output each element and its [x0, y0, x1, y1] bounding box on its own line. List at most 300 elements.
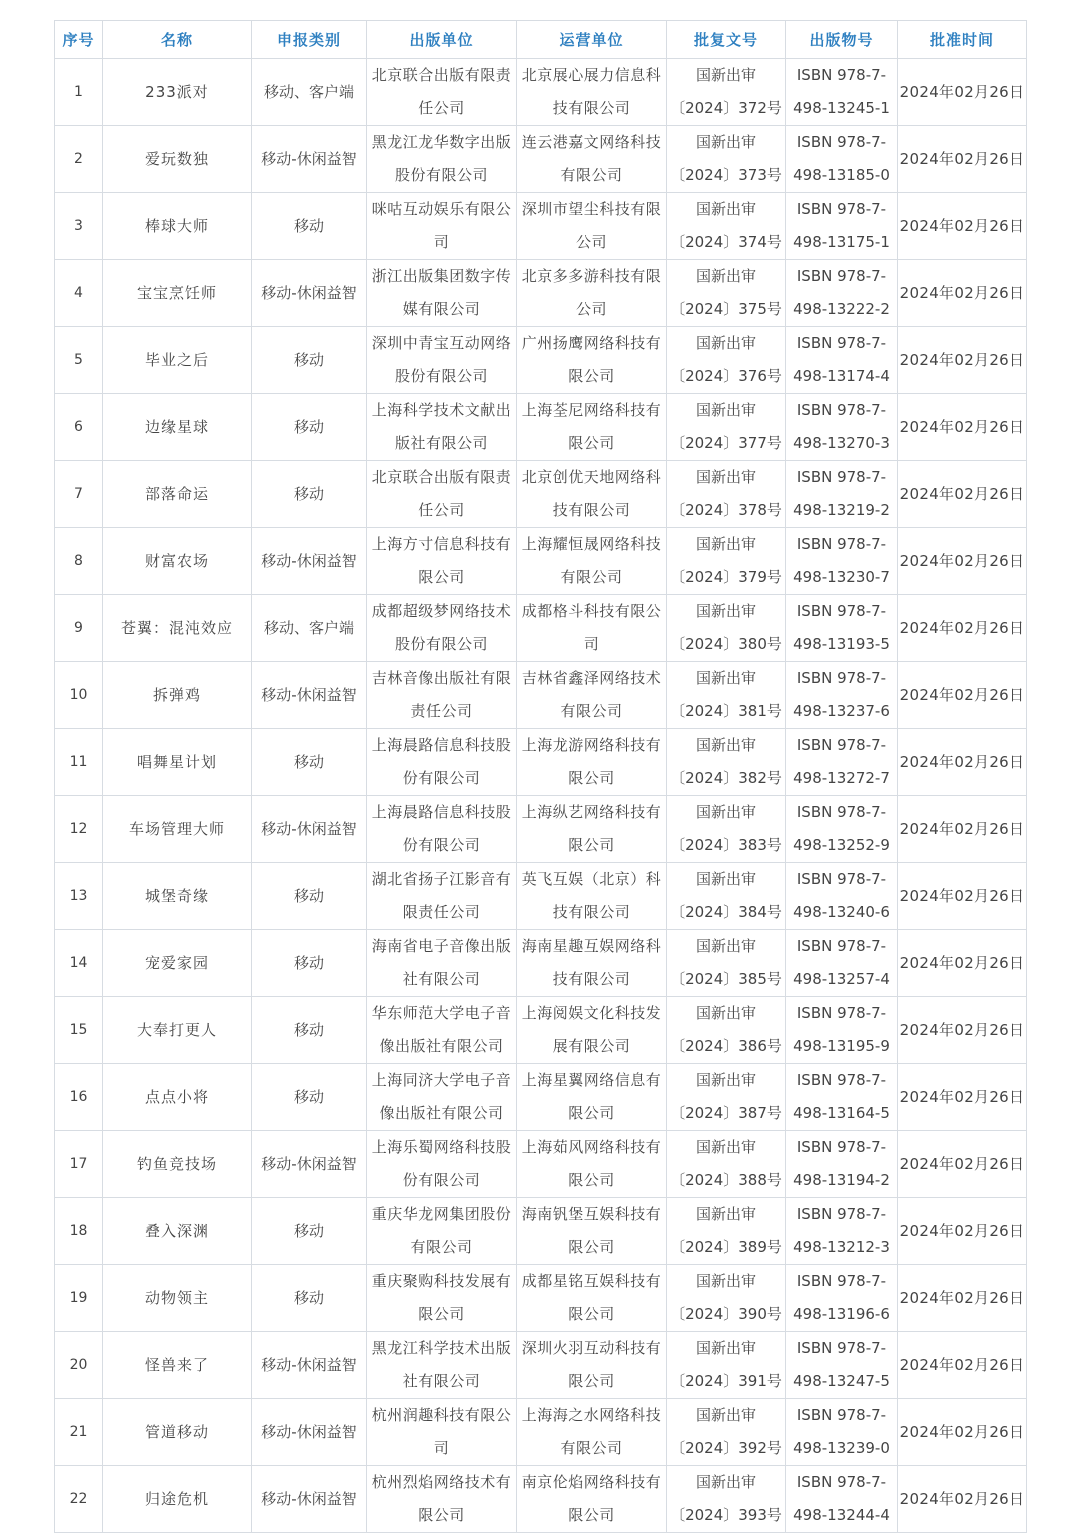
cell-approval-number-line: 国新出审 [695, 133, 756, 151]
cell-date: 2024年02月26日 [898, 863, 1027, 930]
cell-operator-line: 北京创优天地网络科 [521, 468, 662, 486]
cell-name: 叠入深渊 [103, 1198, 252, 1265]
cell-index: 18 [55, 1198, 103, 1265]
cell-name: 233派对 [103, 59, 252, 126]
table-row [55, 930, 1027, 997]
cell-publisher-line: 股份有限公司 [394, 635, 488, 653]
cell-category: 移动 [252, 930, 367, 997]
cell-operator-line: 北京多多游科技有限 [521, 267, 662, 285]
cell-name: 大奉打更人 [103, 997, 252, 1064]
cell-approval-number-line: 国新出审 [695, 1272, 756, 1290]
cell-category: 移动-休闲益智 [252, 796, 367, 863]
cell-isbn-line: ISBN 978-7- [796, 1138, 887, 1156]
cell-index: 11 [55, 729, 103, 796]
cell-date: 2024年02月26日 [898, 930, 1027, 997]
cell-operator-line: 有限公司 [560, 702, 623, 720]
cell-publisher [367, 394, 517, 461]
cell-isbn-line: ISBN 978-7- [796, 937, 887, 955]
cell-operator-line: 英飞互娱（北京）科 [521, 870, 662, 888]
cell-index: 7 [55, 461, 103, 528]
cell-approval-number [667, 1131, 786, 1198]
cell-name: 管道移动 [103, 1399, 252, 1466]
cell-publisher-line: 社有限公司 [402, 970, 481, 988]
cell-date: 2024年02月26日 [898, 59, 1027, 126]
header-approval-date: 批准时间 [898, 21, 1027, 59]
cell-isbn-line: ISBN 978-7- [796, 1272, 887, 1290]
cell-index: 21 [55, 1399, 103, 1466]
cell-approval-number [667, 1399, 786, 1466]
cell-approval-number [667, 394, 786, 461]
cell-isbn-line: 498-13194-2 [793, 1171, 890, 1189]
cell-isbn [786, 796, 898, 863]
cell-approval-number [667, 863, 786, 930]
cell-category: 移动 [252, 327, 367, 394]
cell-approval-number-line: 〔2024〕379号 [670, 568, 782, 586]
cell-publisher-line: 上海乐蜀网络科技股 [371, 1138, 512, 1156]
cell-index: 22 [55, 1466, 103, 1533]
cell-publisher [367, 796, 517, 863]
cell-operator [517, 260, 667, 327]
table-row [55, 1466, 1027, 1533]
cell-date: 2024年02月26日 [898, 1265, 1027, 1332]
cell-name: 财富农场 [103, 528, 252, 595]
table-row [55, 394, 1027, 461]
cell-operator-line: 限公司 [568, 769, 615, 787]
cell-name: 宠爱家园 [103, 930, 252, 997]
cell-operator [517, 662, 667, 729]
cell-operator-line: 技有限公司 [552, 501, 631, 519]
cell-date: 2024年02月26日 [898, 1198, 1027, 1265]
cell-approval-number-line: 〔2024〕385号 [670, 970, 782, 988]
cell-isbn-line: 498-13252-9 [793, 836, 890, 854]
cell-isbn-line: ISBN 978-7- [796, 200, 887, 218]
cell-date: 2024年02月26日 [898, 729, 1027, 796]
cell-operator-line: 南京伦焰网络科技有 [521, 1473, 662, 1491]
cell-operator [517, 193, 667, 260]
cell-index: 4 [55, 260, 103, 327]
header-category: 申报类别 [252, 21, 367, 59]
cell-publisher-line: 上海方寸信息科技有 [371, 535, 512, 553]
cell-operator-line: 上海海之水网络科技 [521, 1406, 662, 1424]
cell-operator-line: 成都格斗科技有限公 [521, 602, 662, 620]
cell-operator-line: 上海耀恒晟网络科技 [521, 535, 662, 553]
cell-publisher-line: 限公司 [418, 1506, 465, 1524]
cell-isbn-line: 498-13239-0 [793, 1439, 890, 1457]
cell-isbn [786, 729, 898, 796]
cell-index: 17 [55, 1131, 103, 1198]
cell-isbn-line: ISBN 978-7- [796, 535, 887, 553]
cell-category: 移动 [252, 193, 367, 260]
cell-operator [517, 126, 667, 193]
cell-isbn [786, 1265, 898, 1332]
cell-operator [517, 1265, 667, 1332]
cell-operator-line: 上海荃尼网络科技有 [521, 401, 662, 419]
cell-isbn [786, 59, 898, 126]
cell-isbn-line: 498-13196-6 [793, 1305, 890, 1323]
cell-index: 6 [55, 394, 103, 461]
cell-category: 移动-休闲益智 [252, 126, 367, 193]
cell-operator-line: 限公司 [568, 367, 615, 385]
cell-approval-number [667, 595, 786, 662]
cell-isbn-line: 498-13219-2 [793, 501, 890, 519]
cell-publisher [367, 1064, 517, 1131]
cell-category: 移动 [252, 863, 367, 930]
cell-category: 移动 [252, 394, 367, 461]
cell-publisher-line: 深圳中青宝互动网络 [371, 334, 512, 352]
cell-name: 车场管理大师 [103, 796, 252, 863]
cell-isbn-line: 498-13272-7 [793, 769, 890, 787]
cell-isbn-line: ISBN 978-7- [796, 334, 887, 352]
cell-index: 2 [55, 126, 103, 193]
cell-isbn-line: ISBN 978-7- [796, 401, 887, 419]
cell-isbn-line: 498-13222-2 [793, 300, 890, 318]
cell-index: 9 [55, 595, 103, 662]
cell-name: 归途危机 [103, 1466, 252, 1533]
cell-isbn [786, 327, 898, 394]
cell-approval-number-line: 〔2024〕380号 [670, 635, 782, 653]
cell-approval-number-line: 〔2024〕387号 [670, 1104, 782, 1122]
cell-category: 移动 [252, 1198, 367, 1265]
cell-operator [517, 394, 667, 461]
cell-publisher-line: 黑龙江科学技术出版 [371, 1339, 512, 1357]
cell-publisher [367, 997, 517, 1064]
cell-approval-number-line: 国新出审 [695, 669, 756, 687]
cell-approval-number-line: 国新出审 [695, 1473, 756, 1491]
cell-approval-number [667, 461, 786, 528]
table-row [55, 59, 1027, 126]
cell-isbn [786, 1131, 898, 1198]
cell-approval-number-line: 国新出审 [695, 66, 756, 84]
cell-publisher-line: 咪咕互动娱乐有限公 [371, 200, 512, 218]
cell-publisher-line: 任公司 [418, 501, 465, 519]
table-row [55, 1399, 1027, 1466]
cell-operator-line: 海南钒堡互娱科技有 [521, 1205, 662, 1223]
cell-operator [517, 461, 667, 528]
cell-isbn-line: 498-13270-3 [793, 434, 890, 452]
cell-name: 宝宝烹饪师 [103, 260, 252, 327]
cell-name: 苍翼：混沌效应 [103, 595, 252, 662]
cell-isbn-line: ISBN 978-7- [796, 736, 887, 754]
cell-approval-number-line: 国新出审 [695, 1071, 756, 1089]
cell-operator [517, 930, 667, 997]
cell-category: 移动-休闲益智 [252, 528, 367, 595]
table-row [55, 1198, 1027, 1265]
cell-index: 20 [55, 1332, 103, 1399]
cell-publisher [367, 327, 517, 394]
cell-name: 城堡奇缘 [103, 863, 252, 930]
cell-approval-number [667, 260, 786, 327]
cell-publisher-line: 股份有限公司 [394, 166, 488, 184]
cell-index: 1 [55, 59, 103, 126]
cell-approval-number [667, 1064, 786, 1131]
cell-isbn-line: 498-13175-1 [793, 233, 890, 251]
header-index: 序号 [55, 21, 103, 59]
cell-approval-number-line: 〔2024〕381号 [670, 702, 782, 720]
cell-approval-number-line: 国新出审 [695, 803, 756, 821]
cell-operator-line: 技有限公司 [552, 970, 631, 988]
cell-operator-line: 技有限公司 [552, 99, 631, 117]
cell-approval-number-line: 〔2024〕392号 [670, 1439, 782, 1457]
cell-date: 2024年02月26日 [898, 1332, 1027, 1399]
cell-isbn-line: 498-13244-4 [793, 1506, 890, 1524]
cell-operator [517, 595, 667, 662]
header-approval-number: 批复文号 [667, 21, 786, 59]
cell-category: 移动-休闲益智 [252, 1399, 367, 1466]
cell-publisher [367, 662, 517, 729]
cell-isbn-line: ISBN 978-7- [796, 602, 887, 620]
cell-date: 2024年02月26日 [898, 796, 1027, 863]
cell-publisher [367, 930, 517, 997]
cell-operator-line: 吉林省鑫泽网络技术 [521, 669, 662, 687]
cell-publisher [367, 260, 517, 327]
cell-approval-number [667, 796, 786, 863]
cell-operator-line: 限公司 [568, 1238, 615, 1256]
cell-date: 2024年02月26日 [898, 394, 1027, 461]
cell-operator-line: 深圳市望尘科技有限 [521, 200, 662, 218]
cell-publisher-line: 社有限公司 [402, 1372, 481, 1390]
cell-approval-number [667, 193, 786, 260]
cell-operator-line: 广州扬鹰网络科技有 [521, 334, 662, 352]
cell-index: 10 [55, 662, 103, 729]
cell-operator-line: 限公司 [568, 1171, 615, 1189]
cell-isbn-line: 498-13212-3 [793, 1238, 890, 1256]
cell-category: 移动 [252, 729, 367, 796]
cell-category: 移动-休闲益智 [252, 1332, 367, 1399]
cell-operator [517, 1198, 667, 1265]
cell-category: 移动-休闲益智 [252, 1131, 367, 1198]
table-row [55, 1064, 1027, 1131]
cell-date: 2024年02月26日 [898, 1466, 1027, 1533]
table-row [55, 193, 1027, 260]
cell-date: 2024年02月26日 [898, 595, 1027, 662]
cell-publisher-line: 任公司 [418, 99, 465, 117]
cell-approval-number-line: 国新出审 [695, 1138, 756, 1156]
cell-publisher-line: 重庆华龙网集团股份 [371, 1205, 512, 1223]
cell-date: 2024年02月26日 [898, 1064, 1027, 1131]
cell-approval-number-line: 〔2024〕378号 [670, 501, 782, 519]
cell-publisher-line: 北京联合出版有限责 [371, 66, 512, 84]
cell-approval-number-line: 国新出审 [695, 535, 756, 553]
cell-isbn [786, 1332, 898, 1399]
cell-isbn [786, 461, 898, 528]
cell-date: 2024年02月26日 [898, 327, 1027, 394]
cell-approval-number-line: 国新出审 [695, 870, 756, 888]
cell-publisher-line: 湖北省扬子江影音有 [371, 870, 512, 888]
cell-approval-number [667, 1332, 786, 1399]
cell-approval-number-line: 〔2024〕388号 [670, 1171, 782, 1189]
cell-category: 移动、客户端 [252, 595, 367, 662]
cell-approval-number-line: 〔2024〕375号 [670, 300, 782, 318]
approval-table [54, 20, 1027, 1533]
cell-isbn [786, 1399, 898, 1466]
cell-operator-line: 上海星翼网络信息有 [521, 1071, 662, 1089]
cell-publisher-line: 份有限公司 [402, 769, 481, 787]
cell-isbn [786, 193, 898, 260]
cell-approval-number-line: 〔2024〕383号 [670, 836, 782, 854]
cell-publisher-line: 华东师范大学电子音 [371, 1004, 512, 1022]
table-row [55, 595, 1027, 662]
cell-isbn-line: 498-13245-1 [793, 99, 890, 117]
cell-isbn-line: 498-13185-0 [793, 166, 890, 184]
header-publication-number: 出版物号 [786, 21, 898, 59]
cell-isbn [786, 662, 898, 729]
cell-approval-number-line: 国新出审 [695, 937, 756, 955]
cell-approval-number-line: 〔2024〕372号 [670, 99, 782, 117]
cell-operator [517, 997, 667, 1064]
cell-date: 2024年02月26日 [898, 1131, 1027, 1198]
cell-isbn [786, 863, 898, 930]
cell-name: 唱舞星计划 [103, 729, 252, 796]
table-row [55, 1131, 1027, 1198]
cell-operator-line: 司 [583, 635, 600, 653]
cell-isbn [786, 394, 898, 461]
cell-isbn-line: 498-13164-5 [793, 1104, 890, 1122]
cell-publisher-line: 司 [433, 1439, 450, 1457]
table-row [55, 1265, 1027, 1332]
cell-operator [517, 729, 667, 796]
cell-publisher [367, 1198, 517, 1265]
table-header-row [55, 21, 1027, 59]
cell-isbn-line: ISBN 978-7- [796, 669, 887, 687]
cell-operator-line: 连云港嘉文网络科技 [521, 133, 662, 151]
cell-approval-number-line: 国新出审 [695, 1004, 756, 1022]
cell-operator-line: 成都星铭互娱科技有 [521, 1272, 662, 1290]
table-row [55, 260, 1027, 327]
cell-index: 13 [55, 863, 103, 930]
header-name: 名称 [103, 21, 252, 59]
cell-approval-number [667, 327, 786, 394]
header-publisher: 出版单位 [367, 21, 517, 59]
cell-name: 钓鱼竞技场 [103, 1131, 252, 1198]
cell-isbn-line: ISBN 978-7- [796, 1473, 887, 1491]
cell-approval-number-line: 国新出审 [695, 1406, 756, 1424]
cell-operator-line: 深圳火羽互动科技有 [521, 1339, 662, 1357]
cell-isbn-line: 498-13257-4 [793, 970, 890, 988]
table-row [55, 528, 1027, 595]
cell-approval-number-line: 〔2024〕373号 [670, 166, 782, 184]
cell-isbn-line: ISBN 978-7- [796, 1004, 887, 1022]
table-row [55, 796, 1027, 863]
cell-publisher-line: 限公司 [418, 568, 465, 586]
cell-isbn [786, 1064, 898, 1131]
cell-index: 8 [55, 528, 103, 595]
cell-approval-number [667, 126, 786, 193]
cell-operator-line: 限公司 [568, 1372, 615, 1390]
cell-operator-line: 上海茹风网络科技有 [521, 1138, 662, 1156]
cell-publisher [367, 1265, 517, 1332]
cell-index: 5 [55, 327, 103, 394]
cell-operator-line: 限公司 [568, 836, 615, 854]
cell-category: 移动 [252, 1064, 367, 1131]
table-row [55, 863, 1027, 930]
cell-publisher-line: 有限公司 [410, 1238, 473, 1256]
cell-operator [517, 796, 667, 863]
cell-approval-number [667, 930, 786, 997]
cell-publisher [367, 461, 517, 528]
cell-approval-number [667, 528, 786, 595]
table-row [55, 729, 1027, 796]
cell-category: 移动 [252, 997, 367, 1064]
cell-category: 移动-休闲益智 [252, 1466, 367, 1533]
cell-operator [517, 528, 667, 595]
cell-publisher-line: 份有限公司 [402, 1171, 481, 1189]
cell-index: 19 [55, 1265, 103, 1332]
cell-publisher [367, 595, 517, 662]
cell-publisher [367, 1399, 517, 1466]
cell-approval-number [667, 662, 786, 729]
cell-publisher-line: 杭州润趣科技有限公 [371, 1406, 512, 1424]
cell-operator [517, 1131, 667, 1198]
cell-isbn-line: ISBN 978-7- [796, 1339, 887, 1357]
cell-approval-number-line: 〔2024〕377号 [670, 434, 782, 452]
table-row [55, 126, 1027, 193]
cell-operator-line: 上海龙游网络科技有 [521, 736, 662, 754]
cell-date: 2024年02月26日 [898, 1399, 1027, 1466]
cell-approval-number-line: 〔2024〕386号 [670, 1037, 782, 1055]
cell-approval-number-line: 国新出审 [695, 1339, 756, 1357]
cell-operator-line: 限公司 [568, 434, 615, 452]
cell-operator [517, 863, 667, 930]
cell-isbn-line: ISBN 978-7- [796, 1071, 887, 1089]
cell-operator-line: 上海阅娱文化科技发 [521, 1004, 662, 1022]
cell-name: 毕业之后 [103, 327, 252, 394]
cell-approval-number-line: 〔2024〕389号 [670, 1238, 782, 1256]
cell-isbn-line: ISBN 978-7- [796, 267, 887, 285]
cell-name: 点点小将 [103, 1064, 252, 1131]
cell-isbn-line: ISBN 978-7- [796, 1205, 887, 1223]
cell-name: 怪兽来了 [103, 1332, 252, 1399]
cell-approval-number-line: 国新出审 [695, 602, 756, 620]
table-row [55, 1332, 1027, 1399]
cell-category: 移动、客户端 [252, 59, 367, 126]
cell-isbn [786, 930, 898, 997]
cell-publisher-line: 像出版社有限公司 [379, 1104, 504, 1122]
cell-approval-number-line: 国新出审 [695, 267, 756, 285]
cell-isbn-line: ISBN 978-7- [796, 133, 887, 151]
cell-operator-line: 有限公司 [560, 166, 623, 184]
cell-approval-number-line: 〔2024〕390号 [670, 1305, 782, 1323]
cell-publisher-line: 杭州烈焰网络技术有 [371, 1473, 512, 1491]
cell-isbn [786, 595, 898, 662]
cell-name: 部落命运 [103, 461, 252, 528]
cell-category: 移动 [252, 1265, 367, 1332]
cell-date: 2024年02月26日 [898, 126, 1027, 193]
cell-isbn [786, 126, 898, 193]
cell-approval-number-line: 国新出审 [695, 401, 756, 419]
cell-publisher-line: 司 [433, 233, 450, 251]
cell-isbn [786, 1198, 898, 1265]
cell-operator-line: 有限公司 [560, 1439, 623, 1457]
cell-publisher [367, 1466, 517, 1533]
cell-operator-line: 有限公司 [560, 568, 623, 586]
cell-publisher-line: 版社有限公司 [394, 434, 488, 452]
cell-operator [517, 327, 667, 394]
cell-approval-number-line: 国新出审 [695, 736, 756, 754]
cell-index: 3 [55, 193, 103, 260]
cell-publisher [367, 126, 517, 193]
cell-index: 14 [55, 930, 103, 997]
table-row [55, 461, 1027, 528]
cell-approval-number-line: 〔2024〕393号 [670, 1506, 782, 1524]
cell-publisher-line: 吉林音像出版社有限 [371, 669, 512, 687]
cell-publisher [367, 528, 517, 595]
cell-approval-number-line: 〔2024〕374号 [670, 233, 782, 251]
cell-isbn [786, 528, 898, 595]
cell-publisher-line: 上海同济大学电子音 [371, 1071, 512, 1089]
cell-publisher-line: 责任公司 [410, 702, 473, 720]
cell-operator [517, 1064, 667, 1131]
cell-publisher-line: 上海科学技术文献出 [371, 401, 512, 419]
